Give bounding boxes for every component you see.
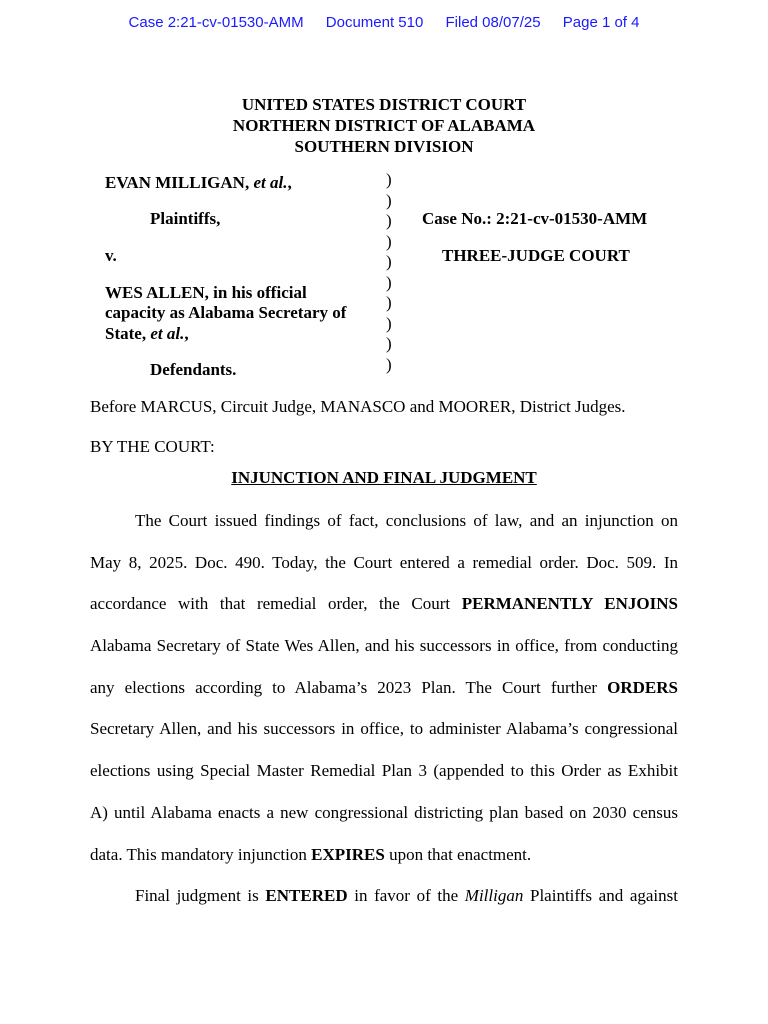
text-run: data. This mandatory injunction [90, 845, 312, 864]
defendant-line-2: capacity as Alabama Secretary of [105, 303, 347, 322]
paragraph-line: May 8, 2025. Doc. 490. Today, the Court entered a remedial order. Doc. 509. In [90, 553, 678, 572]
text-run: Plaintiffs and against [523, 886, 678, 905]
plaintiff-comma: , [287, 173, 292, 192]
case-number: Case No.: 2:21-cv-01530-AMM [422, 209, 648, 228]
stamp-filed-date: Filed 08/07/25 [445, 14, 541, 31]
by-the-court: BY THE COURT: [90, 437, 215, 456]
caption-paren: ) [386, 252, 392, 271]
text-run: upon that enactment. [384, 845, 532, 864]
defendant-line-3 [105, 323, 189, 344]
document-title: INJUNCTION AND FINAL JUDGMENT [231, 468, 537, 487]
case-caption [0, 0, 768, 390]
paragraph-line: Alabama Secretary of State Wes Allen, and his successors in office, from conducting [90, 636, 678, 655]
paragraph-line [90, 677, 678, 698]
text-run: accordance with that remedial order, the Court [90, 594, 462, 613]
defendant-state: State, [105, 324, 151, 343]
court-name: UNITED STATES DISTRICT COURT [241, 95, 527, 114]
plaintiff-et-al: et al. [253, 173, 288, 192]
defendants-label: Defendants. [150, 360, 237, 379]
defendant-comma: , [184, 324, 189, 343]
text-run: Final judgment is [135, 886, 266, 905]
paragraph-line: elections using Special Master Remedial Plan 3 (appended to this Order as Exhibit [90, 761, 678, 780]
caption-parentheses [386, 170, 400, 375]
stamp-case-number: Case 2:21-cv-01530-AMM [128, 14, 304, 31]
paragraph-line: Secretary Allen, and his successors in office, to administer Alabama’s congressional [90, 719, 678, 738]
court-type: THREE-JUDGE COURT [442, 246, 630, 265]
caption-paren: ) [386, 354, 392, 374]
caption-paren: ) [386, 293, 392, 312]
plaintiff-name: EVAN MILLIGAN, [105, 173, 254, 192]
plaintiff-party [105, 172, 292, 193]
caption-paren: ) [386, 231, 392, 251]
caption-paren: ) [386, 313, 392, 333]
text-run: any elections according to Alabama’s 2023 Plan. The Court further [90, 678, 608, 697]
emphasis-orders: ORDERS [607, 678, 678, 697]
defendant-line-1: WES ALLEN, in his official [105, 283, 307, 302]
defendant-et-al: et al. [150, 324, 185, 343]
paragraph-line [90, 844, 678, 865]
paragraph-line [135, 885, 678, 906]
caption-paren: ) [386, 190, 392, 210]
plaintiffs-label: Plaintiffs, [150, 209, 221, 228]
caption-paren: ) [386, 334, 392, 353]
panel-judges: Before MARCUS, Circuit Judge, MANASCO and MOORER, District Judges. [90, 397, 626, 416]
text-run: in favor of the [347, 886, 465, 905]
stamp-document-number: Document 510 [325, 14, 424, 31]
emphasis-entered: ENTERED [265, 886, 348, 905]
caption-paren: ) [386, 170, 392, 189]
emphasis-expires: EXPIRES [311, 845, 385, 864]
emphasis-permanently-enjoins: PERMANENTLY ENJOINS [461, 594, 678, 613]
paragraph-line [90, 593, 678, 614]
emphasis-milligan: Milligan [464, 886, 524, 905]
paragraph-line: A) until Alabama enacts a new congressional districting plan based on 2030 census [90, 803, 678, 822]
caption-paren: ) [386, 211, 392, 230]
versus-label: v. [105, 246, 117, 265]
court-division: SOUTHERN DIVISION [294, 137, 474, 156]
paragraph-line: The Court issued findings of fact, conclusions of law, and an injunction on [135, 511, 678, 530]
caption-paren: ) [386, 272, 392, 292]
court-district: NORTHERN DISTRICT OF ALABAMA [232, 116, 536, 135]
stamp-page-count: Page 1 of 4 [562, 14, 640, 31]
